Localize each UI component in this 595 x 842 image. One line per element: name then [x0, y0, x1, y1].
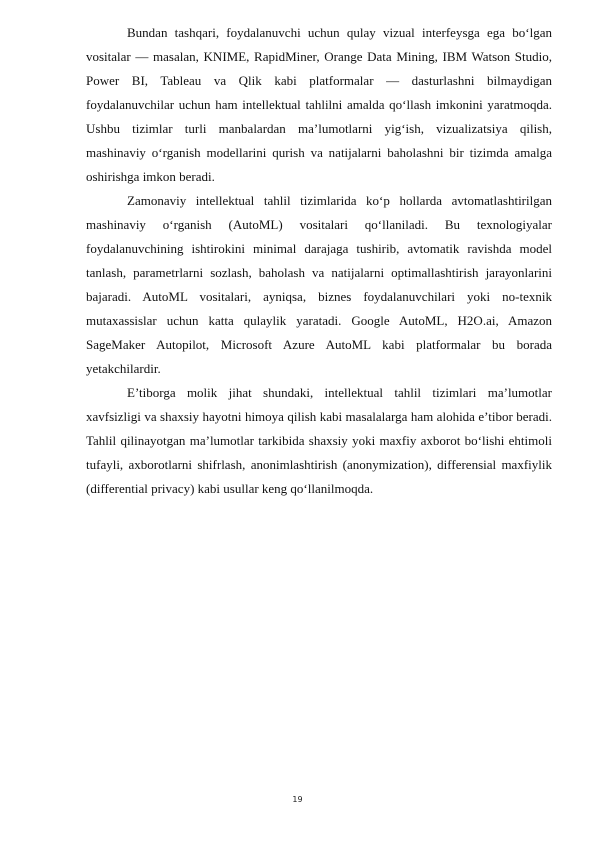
page-number: 19: [292, 795, 303, 804]
paragraph-automl: Zamonaviy intellektual tahlil tizimlarida ko‘p hollarda avtomatlashtirilgan mashinaviy o‘rganish (AutoML) vositalari qo‘llaniladi. Bu texnologiyalar foydalanuvchining ishtirokini minimal darajaga tushirib, avtomatik ravishda model tanlash, parametrlarni sozlash, baholash va natijalarni optimallashtirish jarayonlarini bajaradi. AutoML vositalari, ayniqsa, biznes foydalanuvchilari yoki no-texnik mutaxassislar uchun katta qulaylik yaratadi. Google AutoML, H2O.ai, Amazon SageMaker Autopilot, Microsoft Azure AutoML kabi platformalar bu borada yetakchilardir.: [86, 193, 552, 376]
paragraph-interfaces: Bundan tashqari, foydalanuvchi uchun qulay vizual interfeysga ega bo‘lgan vositalar — masalan, KNIME, RapidMiner, Orange Data Mining, IBM Watson Studio, Power BI, Tableau va Qlik kabi platformalar — dasturlashni bilmaydigan foydalanuvchilar uchun ham intellektual tahlilni amalda qo‘llash imkonini yaratmoqda. Ushbu tizimlar turli manbalardan ma’lumotlarni yig‘ish, vizualizatsiya qilish, mashinaviy o‘rganish modellarini qurish va natijalarni baholashni bir tizimda amalga oshirishga imkon beradi.: [86, 25, 552, 184]
paragraph-privacy: E’tiborga molik jihat shundaki, intellektual tahlil tizimlari ma’lumotlar xavfsizligi va shaxsiy hayotni himoya qilish kabi masalalarga ham alohida e’tibor beradi. Tahlil qilinayotgan ma’lumotlar tarkibida shaxsiy yoki maxfiy axborot bo‘lishi ehtimoli tufayli, axborotlarni shifrlash, anonimlashtirish (anonymization), differensial maxfiylik (differential privacy) kabi usullar keng qo‘llanilmoqda.: [86, 385, 552, 496]
body-text: [86, 21, 552, 501]
